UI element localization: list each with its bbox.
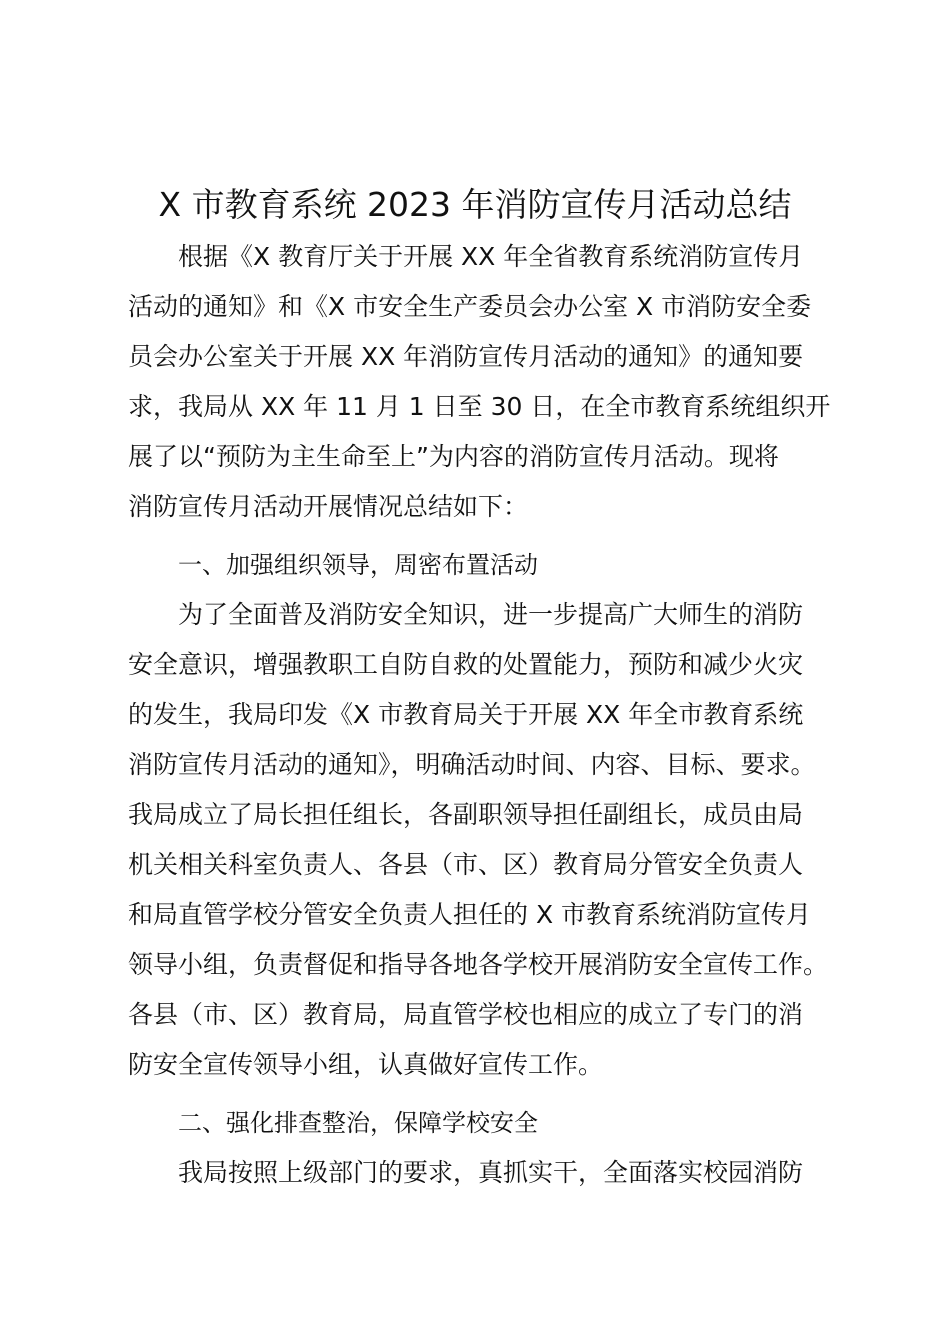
text-line: 消防宣传月活动开展情况总结如下： [128, 492, 529, 521]
document-body [128, 232, 848, 1198]
text-line: 各县（市、区）教育局，局直管学校也相应的成立了专门的消 [128, 1000, 804, 1029]
text-line: 和局直管学校分管安全负责人担任的 X 市教育系统消防宣传月 [128, 900, 812, 929]
text-line: 的发生，我局印发《X 市教育局关于开展 XX 年全市教育系统 [128, 700, 804, 729]
text-line: 机关相关科室负责人、各县（市、区）教育局分管安全负责人 [128, 850, 804, 879]
section-1-paragraph [128, 590, 848, 1090]
text-line: 活动的通知》和《X 市安全生产委员会办公室 X 市消防安全委 [128, 292, 812, 321]
intro-paragraph [128, 232, 848, 532]
text-line: 展了以“预防为主生命至上”为内容的消防宣传月活动。现将 [128, 442, 779, 471]
text-line: 防安全宣传领导小组，认真做好宣传工作。 [128, 1050, 604, 1079]
text-line: 我局按照上级部门的要求，真抓实干，全面落实校园消防 [178, 1158, 804, 1187]
text-line: 消防宣传月活动的通知》，明确活动时间、内容、目标、要求。 [128, 750, 816, 779]
section-heading-1: 一、加强组织领导，周密布置活动 [178, 551, 538, 579]
document-title: X 市教育系统 2023 年消防宣传月活动总结 [158, 185, 792, 224]
text-line: 领导小组，负责督促和指导各地各学校开展消防安全宣传工作。 [128, 950, 829, 979]
text-line: 为了全面普及消防安全知识，进一步提高广大师生的消防 [178, 600, 804, 629]
text-line: 我局成立了局长担任组长，各副职领导担任副组长，成员由局 [128, 800, 804, 829]
text-line: 根据《X 教育厅关于开展 XX 年全省教育系统消防宣传月 [178, 242, 804, 271]
text-line: 安全意识，增强教职工自防自救的处置能力，预防和减少火灾 [128, 650, 804, 679]
text-line: 员会办公室关于开展 XX 年消防宣传月活动的通知》的通知要 [128, 342, 804, 371]
section-heading-2: 二、强化排查整治，保障学校安全 [178, 1109, 538, 1137]
section-2-paragraph [128, 1148, 848, 1198]
text-line: 求，我局从 XX 年 11 月 1 日至 30 日，在全市教育系统组织开 [128, 392, 831, 421]
